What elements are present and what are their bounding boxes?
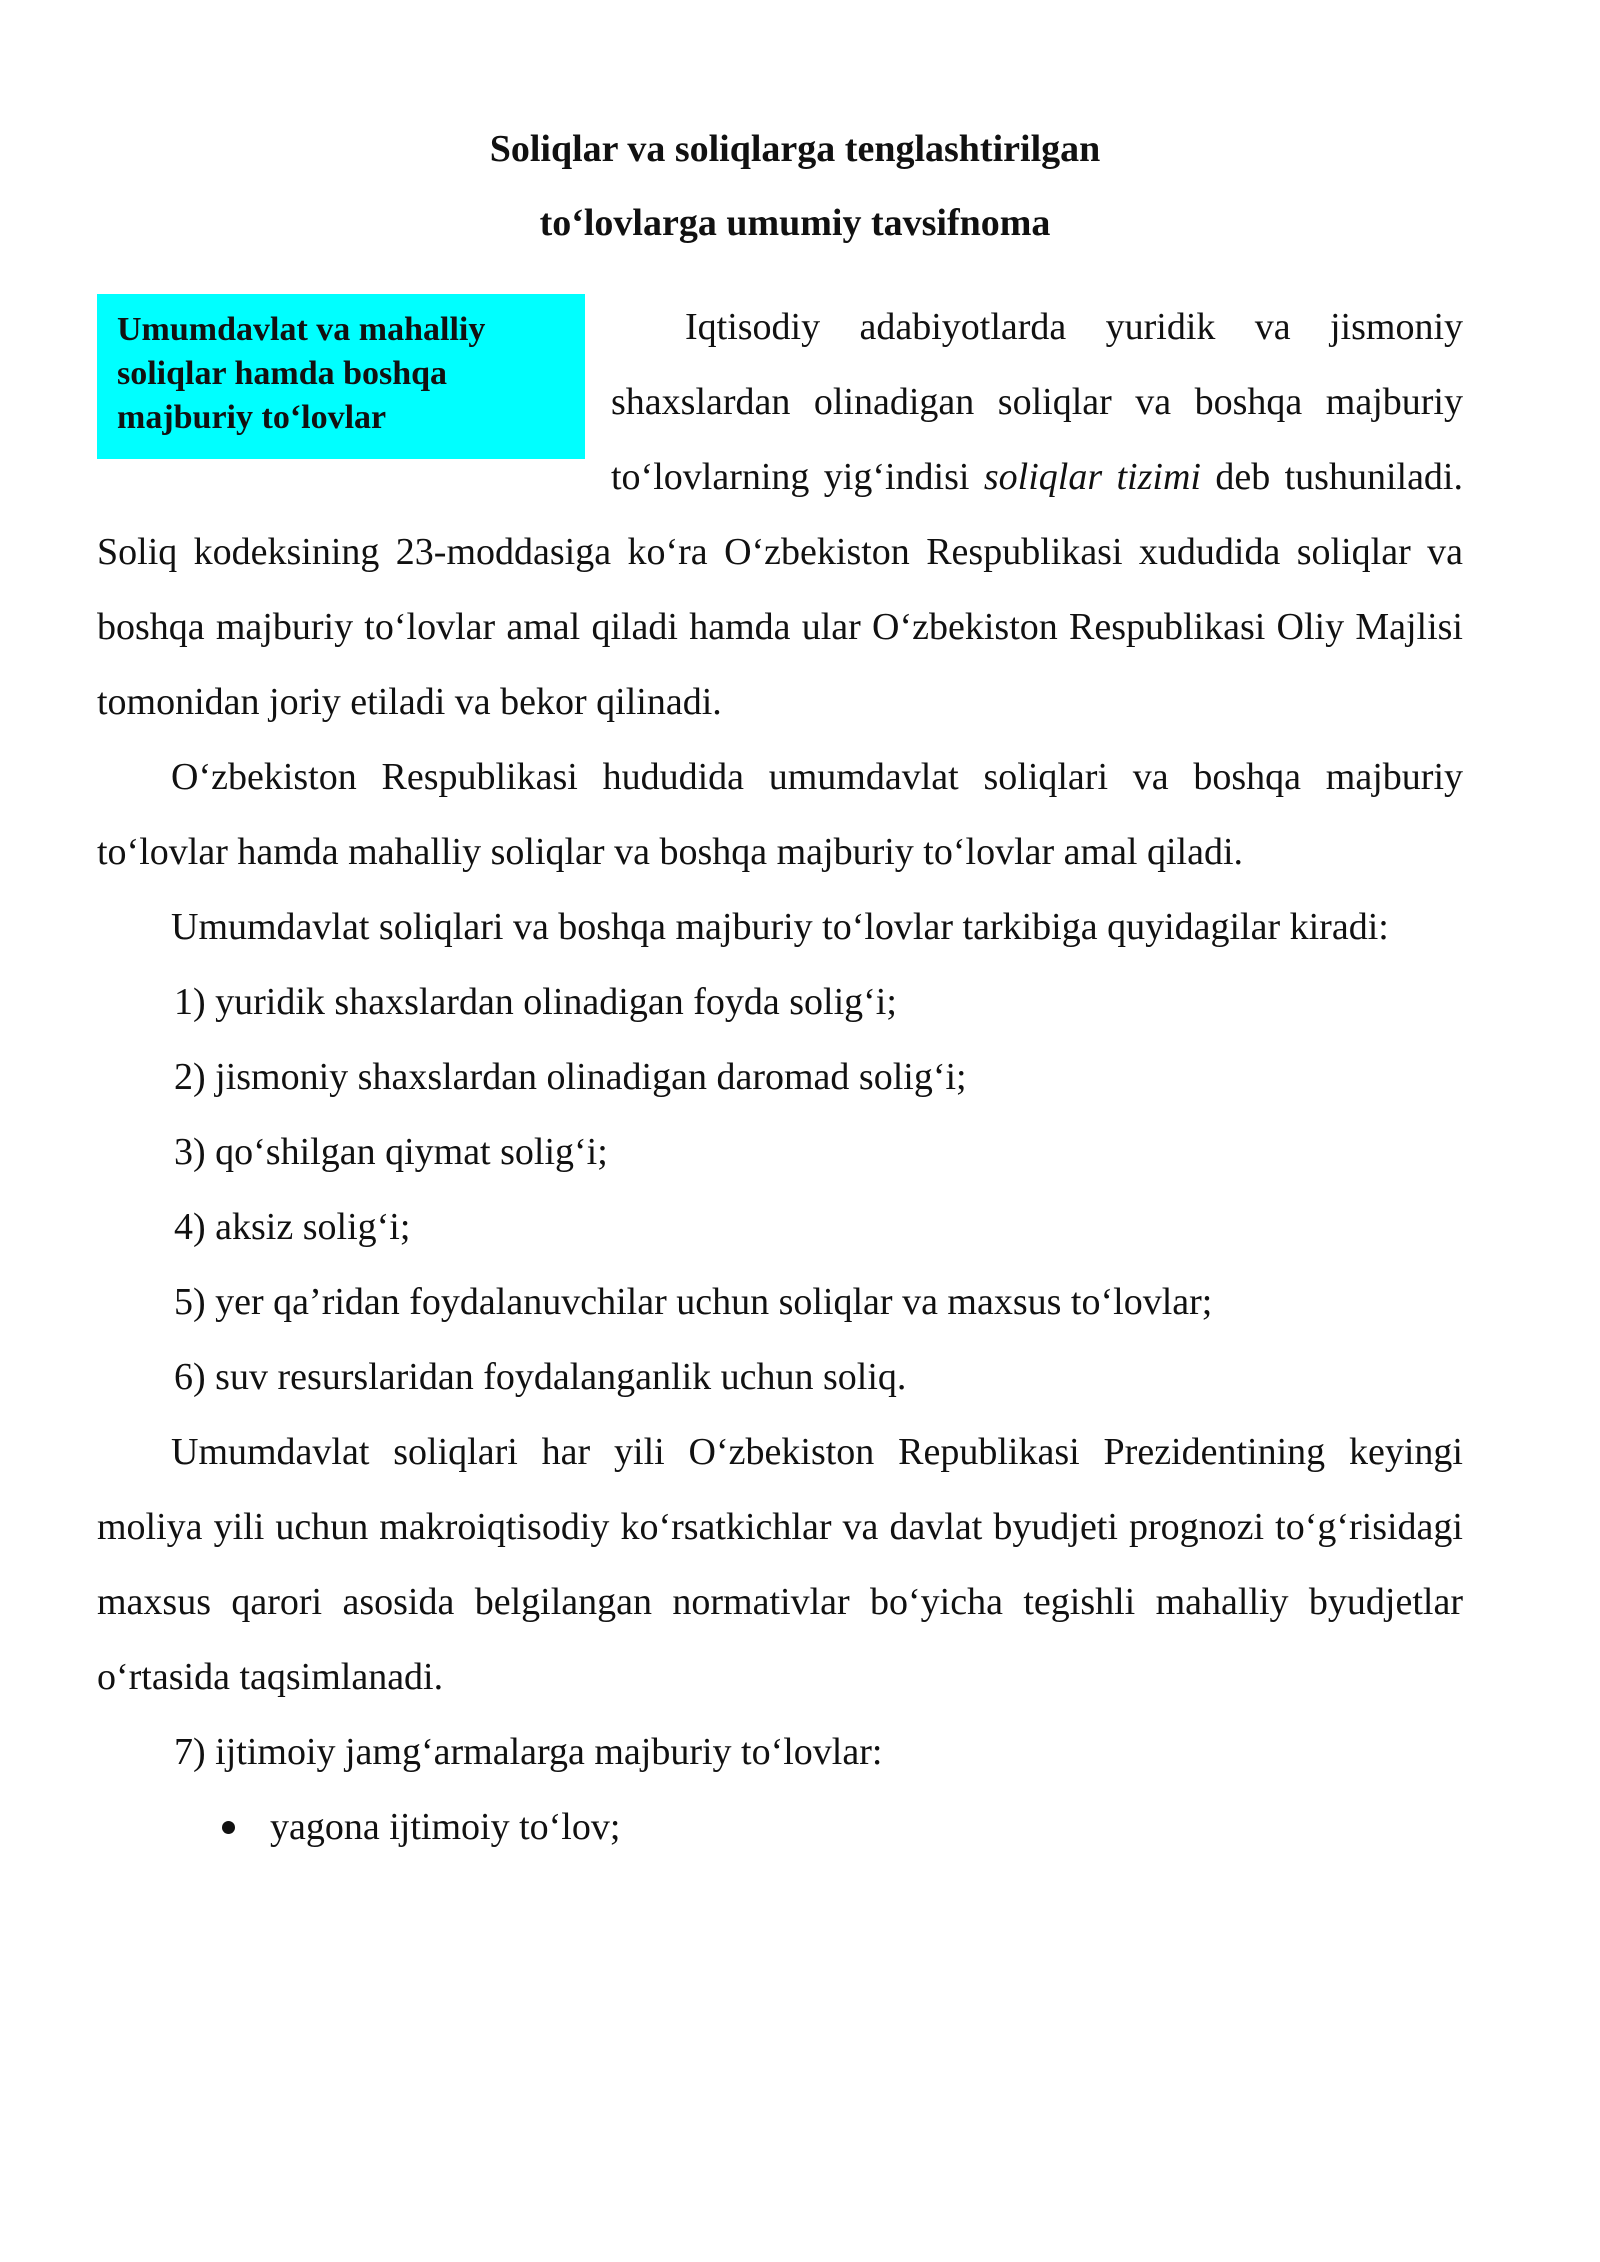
paragraph-composition: Umumdavlat soliqlari va boshqa majburiy to‘lovlar tarkibiga quyidagilar kiradi: [171, 906, 1389, 948]
list-item-3: 3) qo‘shilgan qiymat solig‘i; [174, 1131, 608, 1173]
list-item-5: 5) yer qa’ridan foydalanuvchilar uchun soliqlar va maxsus to‘lovlar; [174, 1281, 1213, 1323]
list-item-4: 4) aksiz solig‘i; [174, 1206, 411, 1248]
paragraph-intro-text-end: deb tushuniladi. Soliq kodeksining 23-moddasiga ko‘ra O‘zbekiston Respublikasi xududida soliqlar va boshqa majburiy to‘lovlar amal qiladi hamda ular O‘zbekiston Respublikasi Oliy Majlisi tomonidan joriy etiladi va bekor qilinadi. [97, 456, 1463, 723]
document-page [97, 112, 1463, 1865]
sidebar-heading-box [97, 294, 585, 459]
sidebar-heading-line-2: soliqlar hamda boshqa [117, 355, 448, 392]
list-item-7: 7) ijtimoiy jamg‘armalarga majburiy to‘lovlar: [174, 1731, 883, 1773]
list-item-6: 6) suv resurslaridan foydalanganlik uchun soliq. [174, 1356, 907, 1398]
paragraph-spacer [97, 260, 1463, 290]
sidebar-heading-line-1: Umumdavlat va mahalliy [117, 311, 486, 348]
list-item-2: 2) jismoniy shaxslardan olinadigan daromad solig‘i; [174, 1056, 967, 1098]
paragraph-intro-text-start: Iqtisodiy adabiyotlarda yuridik va jismoniy shaxslardan olinadigan soliqlar va boshqa majburiy to‘lovlarning yig‘indisi [611, 306, 1463, 498]
title-line-2: to‘lovlarga umumiy tavsifnoma [539, 202, 1051, 244]
sidebar-heading-line-3: majburiy to‘lovlar [117, 399, 387, 436]
title-line-1: Soliqlar va soliqlarga tenglashtirilgan [489, 128, 1101, 170]
list-item-1: 1) yuridik shaxslardan olinadigan foyda solig‘i; [174, 981, 897, 1023]
paragraph-intro-italic-term: soliqlar tizimi [983, 456, 1201, 498]
bullet-icon [222, 1821, 235, 1834]
paragraph-distribution: Umumdavlat soliqlari har yili O‘zbekiston Republikasi Prezidentining keyingi moliya yili uchun makroiqtisodiy ko‘rsatkichlar va davlat byudjeti prognozi to‘g‘risidagi maxsus qarori asosida belgilangan normativlar bo‘yicha tegishli mahalliy byudjetlar o‘rtasida taqsimlanadi. [97, 1431, 1463, 1698]
page-title [97, 112, 1463, 260]
paragraph-territory: O‘zbekiston Respublikasi hududida umumdavlat soliqlari va boshqa majburiy to‘lovlar hamda mahalliy soliqlar va boshqa majburiy to‘lovlar amal qiladi. [97, 756, 1463, 873]
bullet-item-text: yagona ijtimoiy to‘lov; [270, 1806, 621, 1848]
bullet-list-item [97, 1790, 1463, 1865]
